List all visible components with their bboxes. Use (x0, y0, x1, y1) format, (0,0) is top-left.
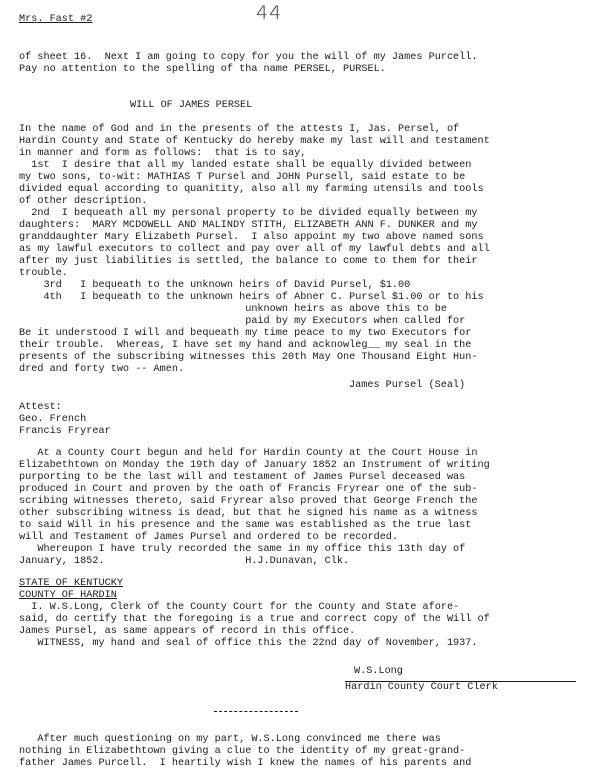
section-divider (214, 711, 298, 712)
will-line: of other description. (19, 196, 148, 207)
will-line: in manner and form as follows: that is to say, (19, 148, 307, 159)
court-line: other subscribing witness is dead, but that he signed his name as a witness (19, 508, 478, 519)
will-line: 4th I bequeath to the unknown heirs of Abner C. Pursel $1.00 or to his (19, 292, 484, 303)
will-line: 3rd I bequeath to the unknown heirs of David Pursel, $1.00 (19, 280, 411, 291)
county-heading: COUNTY OF HARDIN (19, 590, 117, 601)
will-line: presents of the subscribing witnesses this 20th May One Thousand Eight Hun- (19, 352, 478, 363)
certificate-line: said, do certify that the foregoing is a true and correct copy of the Will of (19, 614, 490, 625)
court-line: At a County Court begun and held for Hardin County at the Court House in (19, 448, 478, 459)
will-line: daughters: MARY MCDOWELL AND MALINDY STITH, ELIZABETH ANN F. DUNKER and my (19, 220, 478, 231)
court-line: produced in Court and proven by the oath of Francis Fryrear one of the sub- (19, 484, 478, 495)
will-line: my two sons, to-wit: MATHIAS T Pursel and JOHN Pursell, said estate to be (19, 172, 466, 183)
will-line: 2nd I bequeath all my personal property to be divided equally between my (19, 208, 478, 219)
attest-label: Attest: (19, 402, 62, 413)
clerk-signature: W.S.Long (354, 666, 403, 677)
will-line: after my just liabilities is settled, the balance to come to them for their (19, 256, 478, 267)
closing-line: father James Purcell. I heartily wish I knew the names of his parents and (19, 758, 472, 769)
will-line: their trouble. Whereas, I have set my hand and acknowleg__ my seal in the (19, 340, 472, 351)
will-line: granddaughter Mary Elizabeth Pursel. I also appoint my two above named sons (19, 232, 484, 243)
testator-signature: James Pursel (Seal) (349, 380, 466, 391)
certificate-line: WITNESS, my hand and seal of office this the 22nd day of November, 1937. (19, 638, 478, 649)
will-line: Hardin County and State of Kentucky do hereby make my last will and testament (19, 136, 490, 147)
court-line: to said Will in his presence and the same was established as the true last (19, 520, 472, 531)
will-line: paid by my Executors when called for (19, 316, 466, 327)
clerk-title: Hardin County Court Clerk (345, 682, 498, 693)
witness-name: Francis Fryrear (19, 426, 111, 437)
will-line: Be it understood I will and bequeath my time peace to my two Executors for (19, 328, 472, 339)
court-line: Whereupon I have truly recorded the same in my office this 13th day of (19, 544, 466, 555)
will-line: trouble. (19, 268, 68, 279)
will-line: dred and forty two -- Amen. (19, 364, 185, 375)
court-line: will and Testament of James Pursel and ordered to be recorded. (19, 532, 399, 543)
closing-line: nothing in Elizabethtown giving a clue to the identity of my great-grand- (19, 746, 466, 757)
state-heading: STATE OF KENTUCKY (19, 578, 123, 589)
intro-line: Pay no attention to the spelling of tha name PERSEL, PURSEL. (19, 64, 386, 75)
closing-line: After much questioning on my part, W.S.Long convinced me there was (19, 734, 441, 745)
certificate-line: I. W.S.Long, Clerk of the County Court for the County and State afore- (19, 602, 460, 613)
court-line: scribing witnesses thereto, said Fryrear also proved that George French the (19, 496, 478, 507)
will-line: unknown heirs as above this to be (19, 304, 447, 315)
handwritten-page-number: 44 (256, 2, 283, 24)
will-title: WILL OF JAMES PERSEL (130, 100, 253, 111)
intro-line: of sheet 16. Next I am going to copy for you the will of my James Purcell. (19, 52, 478, 63)
court-line: purporting to be the last will and testament of James Pursel deceased was (19, 472, 466, 483)
will-line: In the name of God and in the presents of the attests I, Jas. Persel, of (19, 124, 460, 135)
court-line: January, 1852. H.J.Dunavan, Clk. (19, 556, 350, 567)
header-title: Mrs. Fast #2 (19, 14, 93, 25)
will-line: divided equal according to quanitity, also all my farming utensils and tools (19, 184, 484, 195)
will-line: as my lawful executors to collect and pay over all of my lawful debts and all (19, 244, 490, 255)
witness-name: Geo. French (19, 414, 87, 425)
will-line: 1st I desire that all my landed estate shall be equally divided between (19, 160, 472, 171)
court-line: Elizabethtown on Monday the 19th day of January 1852 an Instrument of writing (19, 460, 490, 471)
certificate-line: James Pursel, as same appears of record in this office. (19, 626, 356, 637)
